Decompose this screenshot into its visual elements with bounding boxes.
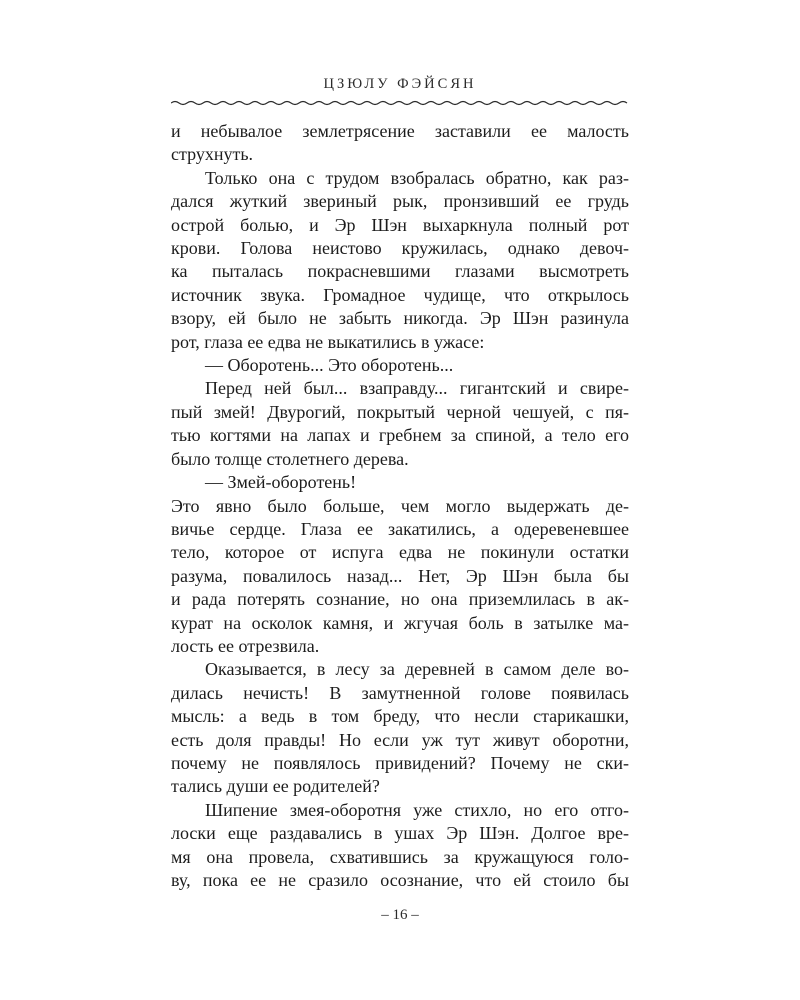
text-line: Перед ней был... взаправду... гигантский и свире- — [205, 378, 629, 399]
text-line: разума, повалилось назад... Нет, Эр Шэн была бы — [171, 565, 629, 586]
wavy-divider — [171, 99, 629, 107]
text-line: Шипение змея-оборотня уже стихло, но его отго- — [205, 799, 629, 820]
text-line: и небывалое землетрясение заставили ее малость — [171, 121, 629, 141]
text-line: острой болью, и Эр Шэн выхаркнула полный рот — [171, 214, 629, 235]
text-line: Оказывается, в лесу за деревней в самом деле во- — [205, 659, 629, 680]
text-line: — Оборотень... Это оборотень... — [205, 355, 454, 376]
text-line: тались души ее родителей? — [171, 776, 380, 797]
text-line: крови. Голова неистово кружилась, однако девоч- — [171, 238, 629, 259]
text-line: Только она с трудом взобралась обратно, как раз- — [205, 167, 629, 188]
page-footer — [171, 907, 629, 924]
text-line: дался жуткий звериный рык, пронзивший ее грудь — [171, 191, 629, 212]
text-line: источник звука. Громадное чудище, что открылось — [171, 284, 629, 305]
text-line: струхнуть. — [171, 144, 254, 165]
text-line: вичье сердце. Глаза ее закатились, а одеревеневшее — [171, 518, 629, 539]
text-line: было толще столетнего дерева. — [171, 448, 409, 469]
text-line: пый змей! Двурогий, покрытый черной чешуей, с пя- — [171, 401, 629, 422]
running-header — [171, 76, 629, 93]
text-line: взору, ей было не забыть никогда. Эр Шэн разинула — [171, 308, 629, 329]
text-line: тело, которое от испуга едва не покинули остатки — [171, 542, 629, 563]
text-line: лость ее отрезвила. — [171, 635, 320, 656]
text-line: ву, пока ее не сразило осознание, что ей стоило бы — [171, 870, 629, 890]
text-line: и рада потерять сознание, но она приземлилась в ак- — [171, 589, 629, 610]
header-divider — [171, 99, 629, 107]
page-number: – 16 – — [381, 907, 419, 924]
author-name: ЦЗЮЛУ ФЭЙСЯН — [323, 76, 477, 92]
text-line: Это явно было больше, чем могло выдержать де- — [171, 495, 629, 516]
text-line: курат на осколок камня, и жгучая боль в затылке ма- — [171, 612, 629, 633]
text-line: мысль: а ведь в том бреду, что несли старикашки, — [171, 706, 629, 727]
text-line: есть доля правды! Но если уж тут живут оборотни, — [171, 729, 629, 750]
text-line: тью когтями на лапах и гребнем за спиной, а тело его — [171, 425, 629, 446]
text-line: почему не появлялось привидений? Почему не ски- — [171, 752, 629, 773]
text-line: — Змей-оборотень! — [205, 472, 357, 493]
wavy-divider-path — [171, 102, 627, 105]
text-line: мя она провела, схватившись за кружащуюся голо- — [171, 846, 629, 867]
text-line: рот, глаза ее едва не выкатились в ужасе: — [171, 331, 485, 352]
text-line: дилась нечисть! В замутненной голове появилась — [171, 682, 629, 703]
text-line: лоски еще раздавались в ушах Эр Шэн. Долгое вре- — [171, 823, 629, 844]
text-line: ка пыталась покрасневшими глазами высмотреть — [171, 261, 629, 282]
text-block — [171, 120, 629, 892]
